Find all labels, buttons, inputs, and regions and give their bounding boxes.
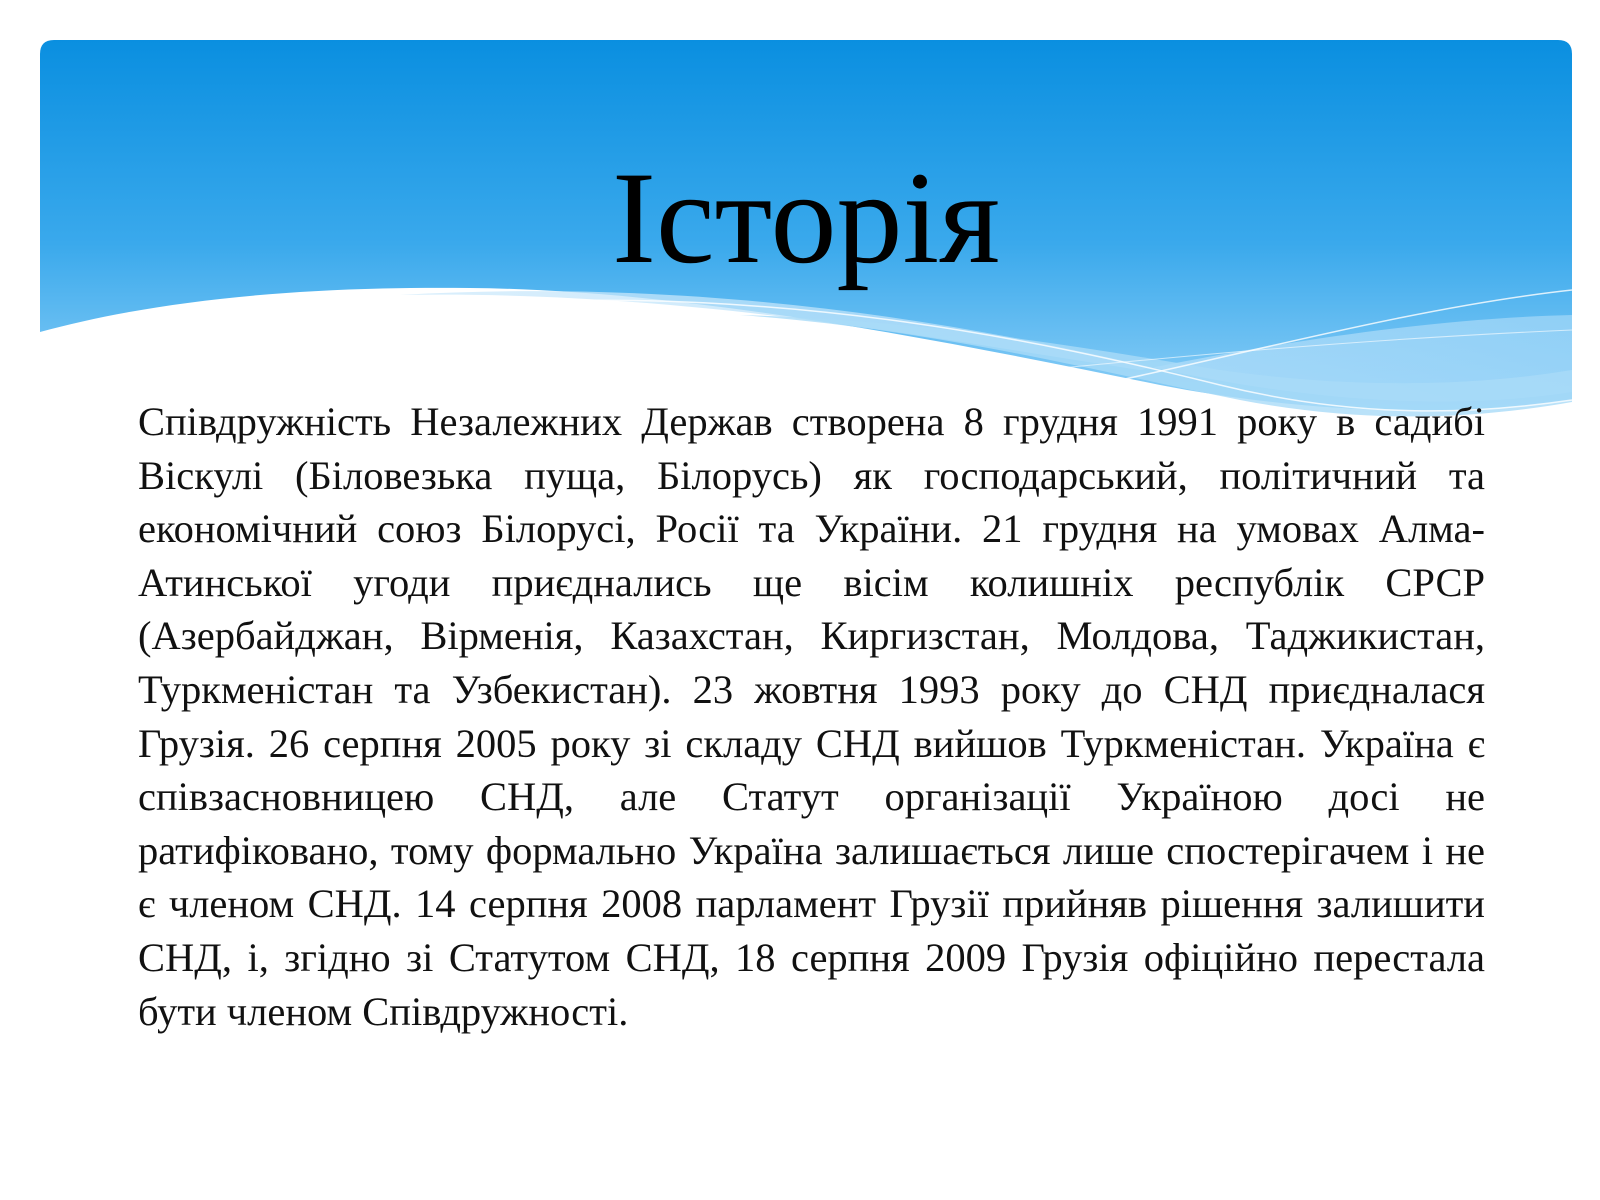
body-paragraph: Співдружність Незалежних Держав створена 8 грудня 1991 року в садибі Віскулі (Біловезька пуща, Білорусь) як господарський, політичний та економічний союз Білорусі, Росії та України. 21 грудня на умовах Алма-Атинської угоди приєднались ще вісім колишніх республік СРСР (Азербайджан, Вірменія, Казахстан, Киргизстан, Молдова, Таджикистан, Туркменістан та Узбекистан). 23 жовтня 1993 року до СНД приєдналася Грузія. 26 серпня 2005 року зі складу СНД вийшов Туркменістан. Україна є співзасновницею СНД, але Статут організації Україною досі не ратифіковано, тому формально Україна залишається лише спостерігачем і не є членом СНД. 14 серпня 2008 парламент Грузії прийняв рішення залишити СНД, і, згідно зі Статутом СНД, 18 серпня 2009 Грузія офіційно перестала бути членом Співдружності. [138,399,1485,1034]
slide-title: Історія [612,144,1000,291]
